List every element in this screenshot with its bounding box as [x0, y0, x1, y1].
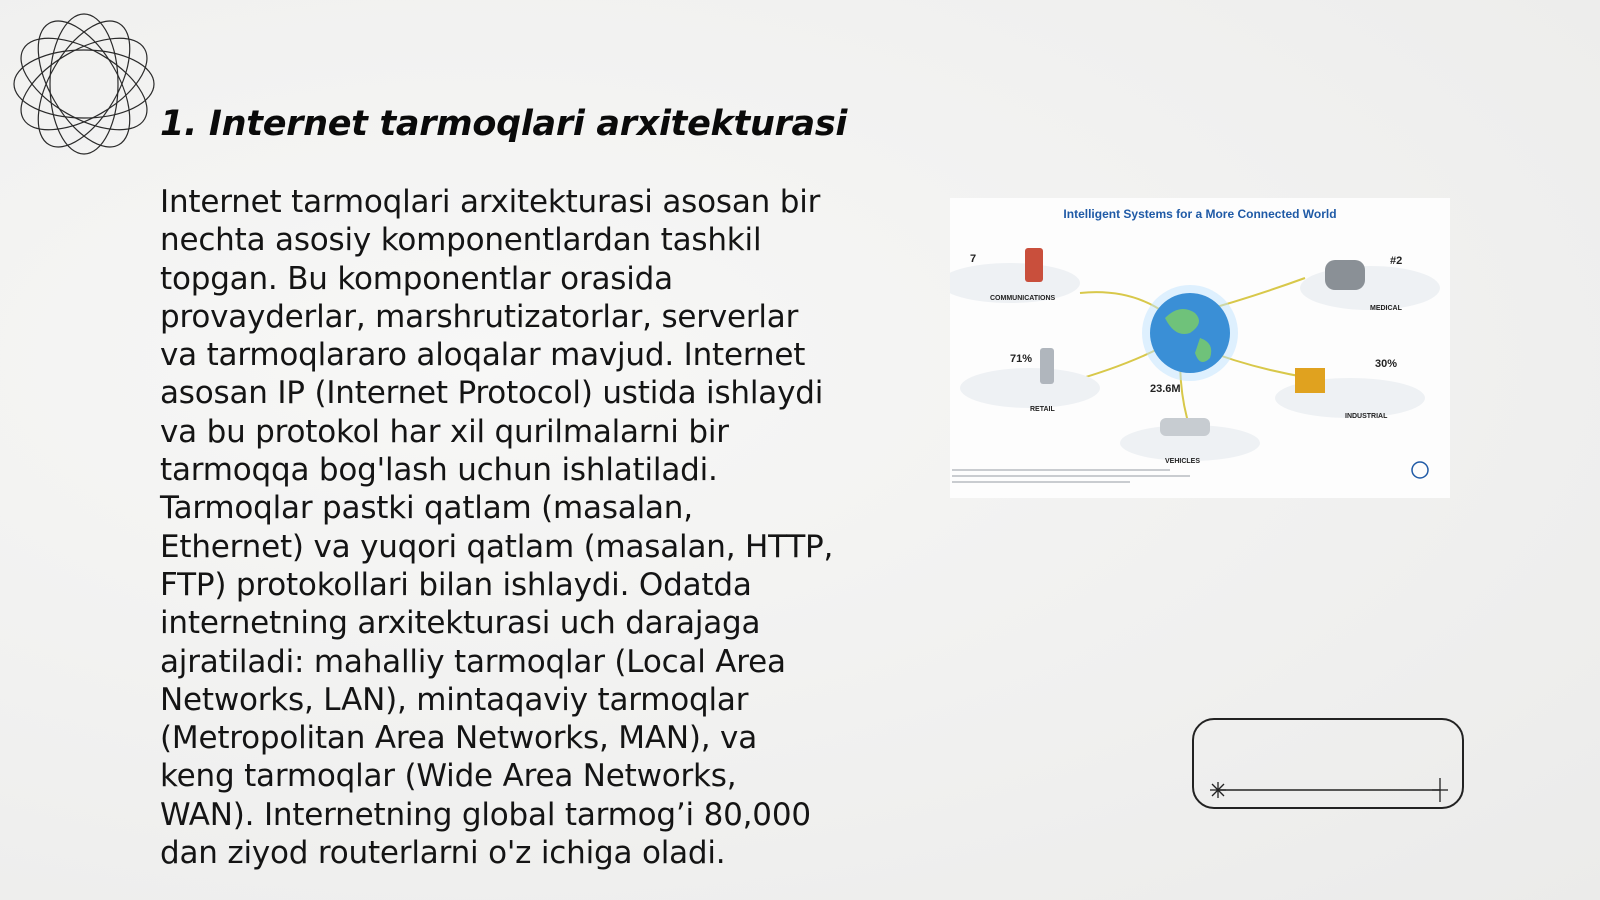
infographic-graphics	[950, 198, 1450, 498]
label-communications: COMMUNICATIONS	[990, 295, 1056, 302]
stat-communications: 7	[970, 253, 977, 265]
stat-vehicles: 23.6M	[1150, 383, 1181, 395]
label-retail: RETAIL	[1030, 406, 1055, 413]
decorative-frame	[1192, 718, 1464, 809]
label-industrial: INDUSTRIAL	[1345, 413, 1388, 420]
infographic-image	[950, 198, 1450, 498]
cross-star-icon	[1432, 778, 1448, 802]
stat-retail: 71%	[1010, 353, 1033, 365]
stat-industrial: 30%	[1375, 358, 1398, 370]
body-paragraph: Internet tarmoqlari arxitekturasi asosan bir nechta asosiy komponentlardan tashkil topgan. Bu komponentlar orasida provayderlar, marshrutizatorlar, serverlar va tarmoqlararo aloqalar mavjud. Internet asosan IP (Internet Protocol) ustida ishlaydi va bu protokol har xil qurilmalarni bir tarmoqqa bog'lash uchun ishlatiladi. Tarmoqlar pastki qatlam (masalan, Ethernet) va yuqori qatlam (masalan, HTTP, FTP) protokollari bilan ishlaydi. Odatda internetning arxitekturasi uch darajaga ajratiladi: mahalliy tarmoqlar (Local Area Networks, LAN), mintaqaviy tarmoqlar (Metropolitan Area Networks, MAN), va keng tarmoqlar (Wide Area Networks, WAN). Internetning global tarmog’i 80,000 dan ziyod routerlarni o'z ichiga oladi.	[160, 184, 834, 872]
infographic-title: Intelligent Systems for a More Connected World	[1063, 207, 1337, 221]
label-medical: MEDICAL	[1370, 305, 1402, 312]
decorative-line	[1194, 720, 1466, 811]
ring-ornament-icon	[10, 10, 158, 158]
sparkle-icon	[1210, 782, 1226, 798]
slide-title: 1. Internet tarmoqlari arxitekturasi	[160, 104, 848, 144]
stat-medical: #2	[1390, 255, 1403, 267]
label-vehicles: VEHICLES	[1165, 458, 1201, 465]
globe-icon	[1150, 293, 1230, 373]
